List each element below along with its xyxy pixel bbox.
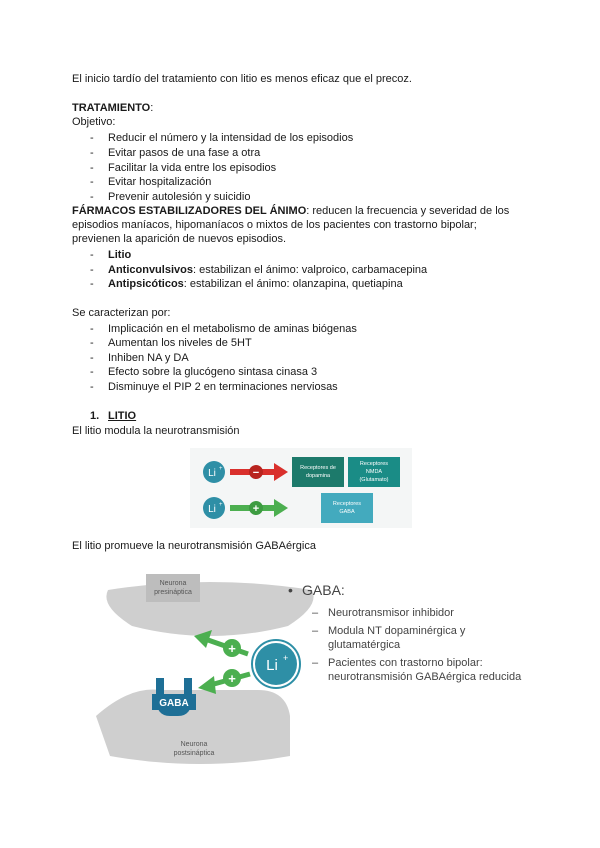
tratamiento-title: TRATAMIENTO xyxy=(72,102,151,114)
intro-text: El inicio tardío del tratamiento con litio es menos eficaz que el precoz. xyxy=(72,73,412,85)
dash: – xyxy=(312,607,319,619)
list-item: - Evitar hospitalización xyxy=(90,176,212,188)
lithium-sup: + xyxy=(219,502,223,508)
gaba-receptor-label: GABA xyxy=(159,698,189,709)
gaba-bullet-title: GABA: xyxy=(302,582,345,598)
plus-sign: + xyxy=(252,503,260,515)
plus-sign: + xyxy=(228,671,236,686)
list-item: - Anticonvulsivos: estabilizan el ánimo: valproico, carbamacepina xyxy=(90,264,428,276)
minus-sign: − xyxy=(252,467,260,479)
list-item: - Prevenir autolesión y suicidio xyxy=(90,191,251,203)
farmacos-heading: FÁRMACOS ESTABILIZADORES DEL ÁNIMO xyxy=(72,205,307,217)
presynaptic-neuron xyxy=(106,582,313,636)
nmda-receptor-line3: (Glutamato) xyxy=(359,477,389,483)
list-item: - Litio xyxy=(90,249,132,261)
lithium-label: Li xyxy=(266,657,278,674)
caracteristicas-label: Se caracterizan por: xyxy=(72,307,171,319)
lithium-sup: + xyxy=(283,653,289,663)
presynaptic-label-1: Neurona xyxy=(159,580,187,587)
nmda-receptor-line1: Receptores xyxy=(359,461,389,467)
section-heading-litio: 1. LITIO xyxy=(90,410,137,422)
litio-subtitle: El litio modula la neurotransmisión xyxy=(72,425,240,437)
list-item: - Reducir el número y la intensidad de los episodios xyxy=(90,132,354,144)
gaba-receptor-line2: GABA xyxy=(339,509,355,515)
dash: – xyxy=(312,625,319,637)
list-item: - Implicación en el metabolismo de aminas biógenas xyxy=(90,323,357,335)
lithium-sup: + xyxy=(219,466,223,472)
tratamiento-heading: TRATAMIENTO: xyxy=(72,102,154,114)
gaba-bullet-3a: Pacientes con trastorno bipolar: xyxy=(328,657,483,669)
gaba-bullet-2b: glutamatérgica xyxy=(328,639,401,651)
list-item: - Disminuye el PIP 2 en terminaciones nerviosas xyxy=(90,381,338,393)
gaba-bullet-3b: neurotransmisión GABAérgica reducida xyxy=(328,671,522,683)
gaba-receptor-box xyxy=(321,493,373,523)
presynaptic-terminal xyxy=(146,574,200,602)
gaba-bullet-2a: Modula NT dopaminérgica y xyxy=(328,625,466,637)
dopamine-receptor-line2: dopamina xyxy=(305,473,331,479)
presynaptic-label-2: presináptica xyxy=(154,589,192,596)
postsynaptic-label-2: postsináptica xyxy=(173,750,215,757)
lithium-label: Li xyxy=(208,504,216,515)
gaba-synapse-diagram xyxy=(90,566,560,770)
dopamine-receptor-line1: Receptores de xyxy=(300,465,336,471)
list-item: - Aumentan los niveles de 5HT xyxy=(90,337,252,349)
plus-sign: + xyxy=(228,641,236,656)
farmacos-description: : reducen la frecuencia y severidad de los episodios maníacos, hipomaníacos o mixtos de los pacientes con trastorno bipolar; previenen la aparición de nuevos episodios. xyxy=(72,205,510,245)
list-item: - Antipsicóticos: estabilizan el ánimo: olanzapina, quetiapina xyxy=(90,278,403,290)
list-item: - Evitar pasos de una fase a otra xyxy=(90,147,261,159)
dash: – xyxy=(312,657,319,669)
bullet-dot: • xyxy=(288,582,293,598)
gaba-caption: El litio promueve la neurotransmisión GABAérgica xyxy=(72,540,316,552)
objetivo-label: Objetivo: xyxy=(72,116,116,128)
list-item: - Inhiben NA y DA xyxy=(90,352,189,364)
list-item: - Efecto sobre la glucógeno sintasa cinasa 3 xyxy=(90,366,318,378)
dopamine-receptor-box xyxy=(292,457,344,487)
gaba-bullet-1: Neurotransmisor inhibidor xyxy=(328,607,454,619)
gaba-receptor-line1: Receptores xyxy=(332,501,362,507)
modulation-diagram xyxy=(190,448,412,528)
farmacos-paragraph xyxy=(72,204,522,246)
lithium-label: Li xyxy=(208,468,216,479)
postsynaptic-label-1: Neurona xyxy=(180,741,208,748)
nmda-receptor-line2: NMDA xyxy=(365,469,383,475)
list-item: - Facilitar la vida entre los episodios xyxy=(90,162,277,174)
